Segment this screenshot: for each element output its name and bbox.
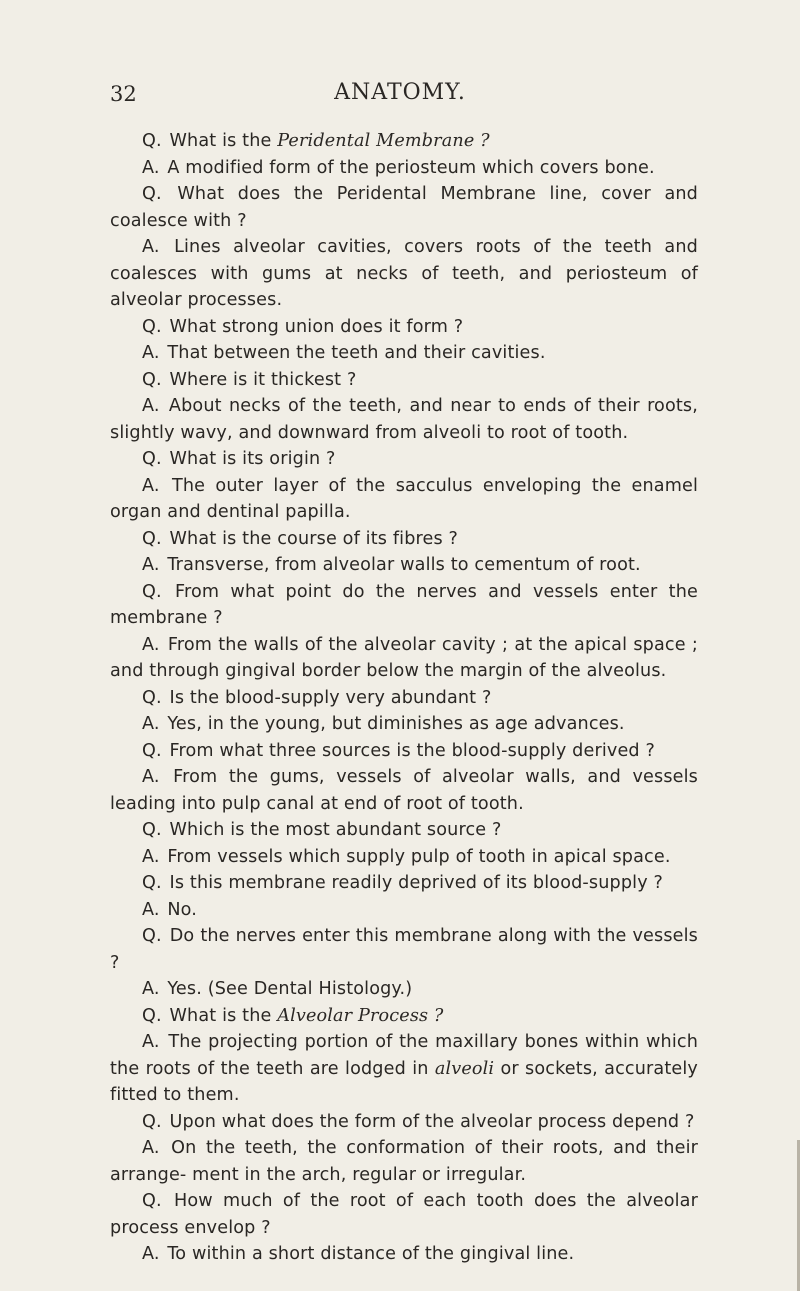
qa-body: [110, 128, 698, 1268]
qa-label: Q.: [142, 740, 162, 761]
question: [110, 738, 698, 765]
qa-text: To within a short distance of the gingival line.: [167, 1244, 575, 1264]
question: [110, 128, 698, 155]
qa-label: A.: [142, 846, 160, 867]
qa-label: A.: [142, 555, 160, 575]
answer: [110, 473, 698, 526]
qa-text: From what point do the nerves and vessels enter the membrane ?: [110, 581, 698, 628]
page-number: 32: [110, 82, 137, 106]
answer: [110, 976, 698, 1003]
qa-label: A.: [142, 1032, 160, 1052]
qa-text: Which is the most abundant source ?: [169, 820, 502, 840]
answer: [110, 711, 698, 738]
qa-label: Q.: [142, 316, 162, 337]
answer: [110, 155, 698, 182]
qa-text: Is this membrane readily deprived of its blood-supply ?: [169, 873, 664, 893]
qa-label: A.: [142, 396, 160, 416]
qa-text: From what three sources is the blood-supply derived ?: [169, 740, 655, 761]
qa-text: Yes. (See Dental Histology.): [167, 979, 413, 999]
qa-text: What is the course of its fibres ?: [169, 528, 459, 549]
qa-label: A.: [142, 237, 160, 257]
question: [110, 870, 698, 897]
qa-label: A.: [142, 157, 160, 178]
qa-text: Lines alveolar cavities, covers roots of the teeth and coalesces with gums at necks of teeth, and periosteum of alveolar processes.: [110, 237, 698, 310]
qa-label: A.: [142, 979, 160, 999]
qa-label: A.: [142, 1244, 160, 1264]
qa-label: Q.: [142, 528, 162, 549]
qa-text: What is its origin ?: [169, 449, 336, 469]
question: [110, 685, 698, 712]
question: [110, 446, 698, 473]
qa-text: What strong union does it form ?: [169, 316, 464, 337]
qa-text: Yes, in the young, but diminishes as age advances.: [167, 714, 625, 734]
question: [110, 1109, 698, 1136]
answer: [110, 234, 698, 314]
answer: [110, 764, 698, 817]
qa-text: A modified form of the periosteum which covers bone.: [167, 157, 655, 178]
qa-label: Q.: [142, 131, 162, 151]
question: [110, 579, 698, 632]
answer: [110, 1029, 698, 1109]
qa-text: About necks of the teeth, and near to ends of their roots, slightly wavy, and downward from alveoli to root of tooth.: [110, 396, 698, 443]
qa-text: Where is it thickest ?: [169, 369, 357, 390]
question: [110, 923, 698, 976]
qa-label: A.: [142, 1138, 160, 1158]
qa-label: Q.: [142, 369, 162, 390]
qa-text: Transverse, from alveolar walls to cementum of root.: [167, 555, 641, 575]
qa-text: On the teeth, the conformation of their roots, and their arrange- ment in the arch, regular or irregular.: [110, 1138, 698, 1185]
qa-text: No.: [167, 899, 198, 920]
answer: [110, 844, 698, 871]
answer: [110, 1135, 698, 1188]
question: [110, 314, 698, 341]
qa-label: Q.: [142, 581, 162, 602]
qa-label: Q.: [142, 184, 162, 204]
qa-label: A.: [142, 634, 160, 655]
qa-text: From vessels which supply pulp of tooth in apical space.: [167, 846, 671, 867]
qa-label: Q.: [142, 449, 162, 469]
qa-label: A.: [142, 343, 160, 363]
qa-label: A.: [142, 714, 160, 734]
question: [110, 817, 698, 844]
qa-label: A.: [142, 899, 160, 920]
question: [110, 526, 698, 553]
qa-label: Q.: [142, 1191, 162, 1211]
answer: [110, 1241, 698, 1268]
qa-text: The outer layer of the sacculus enveloping the enamel organ and dentinal papilla.: [110, 475, 699, 522]
qa-text: or sockets, accurately fitted to them.: [110, 1058, 698, 1105]
qa-text: Do the nerves enter this membrane along with the vessels ?: [110, 926, 698, 973]
qa-text: What does the Peridental Membrane line, cover and coalesce with ?: [110, 184, 699, 231]
qa-label: Q.: [142, 873, 162, 893]
answer: [110, 632, 698, 685]
qa-text: From the gums, vessels of alveolar walls, and vessels leading into pulp canal at end of root of tooth.: [110, 767, 698, 814]
qa-text: That between the teeth and their cavities.: [167, 343, 546, 363]
qa-text: What is the: [169, 1005, 278, 1026]
qa-text: The projecting portion of the maxillary bones within which the roots of the teeth are lodged in: [110, 1032, 698, 1079]
italic-term: Peridental Membrane ?: [277, 131, 490, 151]
answer: [110, 897, 698, 924]
qa-label: Q.: [142, 820, 162, 840]
question: [110, 181, 698, 234]
question: [110, 1003, 698, 1030]
qa-label: Q.: [142, 926, 162, 946]
answer: [110, 552, 698, 579]
qa-text: From the walls of the alveolar cavity ; at the apical space ; and through gingival border below the margin of the alveolus.: [110, 634, 698, 681]
answer: [110, 340, 698, 367]
question: [110, 367, 698, 394]
qa-label: A.: [142, 475, 160, 496]
qa-label: A.: [142, 767, 160, 787]
page-header: [0, 80, 800, 110]
qa-label: Q.: [142, 1005, 162, 1026]
italic-term: Alveolar Process ?: [277, 1005, 444, 1026]
running-head: ANATOMY.: [334, 80, 466, 105]
qa-text: Upon what does the form of the alveolar process depend ?: [169, 1111, 695, 1132]
answer: [110, 393, 698, 446]
question: [110, 1188, 698, 1241]
qa-text: How much of the root of each tooth does the alveolar process envelop ?: [110, 1191, 698, 1238]
qa-label: Q.: [142, 687, 162, 708]
qa-text: Is the blood-supply very abundant ?: [169, 687, 492, 708]
qa-label: Q.: [142, 1111, 162, 1132]
italic-term: alveoli: [434, 1058, 495, 1079]
qa-text: What is the: [169, 131, 278, 151]
